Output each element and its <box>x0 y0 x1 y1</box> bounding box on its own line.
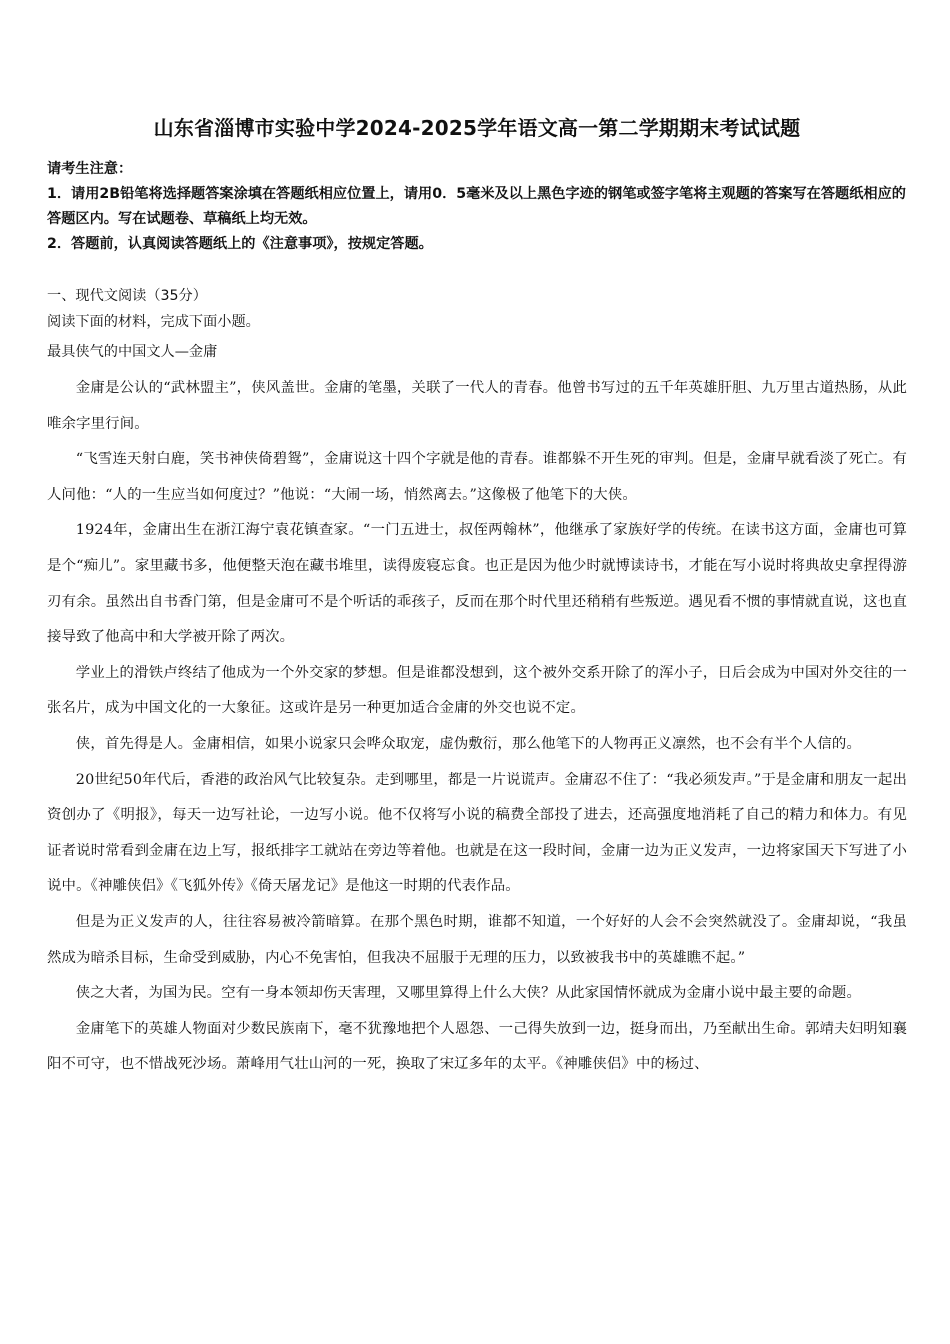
notice-heading: 请考生注意： <box>47 161 133 177</box>
article-paragraph: 金庸是公认的“武林盟主”，侠风盖世。金庸的笔墨，关联了一代人的青春。他曾书写过的五千年英雄肝胆、九万里古道热肠，从此唯余字里行间。 <box>47 380 907 432</box>
article-paragraph: “飞雪连天射白鹿，笑书神侠倚碧鸳”，金庸说这十四个字就是他的青春。谁都躲不开生死的审判。但是，金庸早就看淡了死亡。有人问他：“人的一生应当如何度过？”他说：“大闹一场，悄然离去。”这像极了他笔下的大侠。 <box>47 451 907 503</box>
notice-item: 1．请用2B铅笔将选择题答案涂填在答题纸相应位置上，请用0．5毫米及以上黑色字迹的钢笔或签字笔将主观题的答案写在答题纸相应的答题区内。写在试题卷、草稿纸上均无效。 <box>47 186 906 227</box>
article-paragraph: 侠，首先得是人。金庸相信，如果小说家只会哗众取宠，虚伪敷衍，那么他笔下的人物再正义凛然，也不会有半个人信的。 <box>75 735 861 752</box>
candidate-notice <box>47 157 907 257</box>
notice-item: 2．答题前，认真阅读答题纸上的《注意事项》，按规定答题。 <box>47 236 433 252</box>
article-paragraph: 20世纪50年代后，香港的政治风气比较复杂。走到哪里，都是一片说谎声。金庸忍不住了：“我必须发声。”于是金庸和朋友一起出资创办了《明报》，每天一边写社论，一边写小说。他不仅将写小说的稿费全部投了进去，还高强度地消耗了自己的精力和体力。有见证者说时常看到金庸在边上写，报纸排字工就站在旁边等着他。也就是在这一段时间，金庸一边为正义发声，一边将家国天下写进了小说中。《神雕侠侣》《飞狐外传》《倚天屠龙记》是他这一时期的代表作品。 <box>47 771 907 895</box>
article-paragraph: 学业上的滑铁卢终结了他成为一个外交家的梦想。但是谁都没想到，这个被外交系开除了的浑小子，日后会成为中国对外交往的一张名片，成为中国文化的一大象征。这或许是另一种更加适合金庸的外交也说不定。 <box>47 664 907 717</box>
exam-page <box>47 112 907 1083</box>
article-paragraph: 侠之大者，为国为民。空有一身本领却伤天害理，又哪里算得上什么大侠？从此家国情怀就成为金庸小说中最主要的命题。 <box>75 985 861 1002</box>
article-paragraph: 但是为正义发声的人，往往容易被冷箭暗算。在那个黑色时期，谁都不知道，一个好好的人会不会突然就没了。金庸却说，“我虽然成为暗杀目标，生命受到威胁，内心不免害怕，但我决不屈服于无理的压力，以致被我书中的英雄瞧不起。” <box>47 913 907 966</box>
section-heading: 一、现代文阅读（35分） <box>47 288 207 304</box>
article-paragraph: 金庸笔下的英雄人物面对少数民族南下，毫不犹豫地把个人恩怨、一己得失放到一边，挺身而出，乃至献出生命。郭靖夫妇明知襄阳不可守，也不惜战死沙场。萧峰用气壮山河的一死，换取了宋辽多年的太平。《神雕侠侣》中的杨过、 <box>47 1020 907 1073</box>
section-instruction: 阅读下面的材料，完成下面小题。 <box>47 314 260 330</box>
article-body <box>47 371 907 1083</box>
article-title: 最具侠气的中国文人—金庸 <box>47 344 218 360</box>
exam-title: 山东省淄博市实验中学2024-2025学年语文高一第二学期期末考试试题 <box>153 116 801 140</box>
article-paragraph: 1924年，金庸出生在浙江海宁袁花镇查家。“一门五进士，叔侄两翰林”，他继承了家族好学的传统。在读书这方面，金庸也可算是个“痴儿”。家里藏书多，他便整天泡在藏书堆里，读得废寝忘食。也正是因为他少时就博读诗书，才能在写小说时将典故史拿捏得游刃有余。虽然出自书香门第，但是金庸可不是个听话的乖孩子，反而在那个时代里还稍稍有些叛逆。遇见看不惯的事情就直说，这也直接导致了他高中和大学被开除了两次。 <box>47 522 907 646</box>
